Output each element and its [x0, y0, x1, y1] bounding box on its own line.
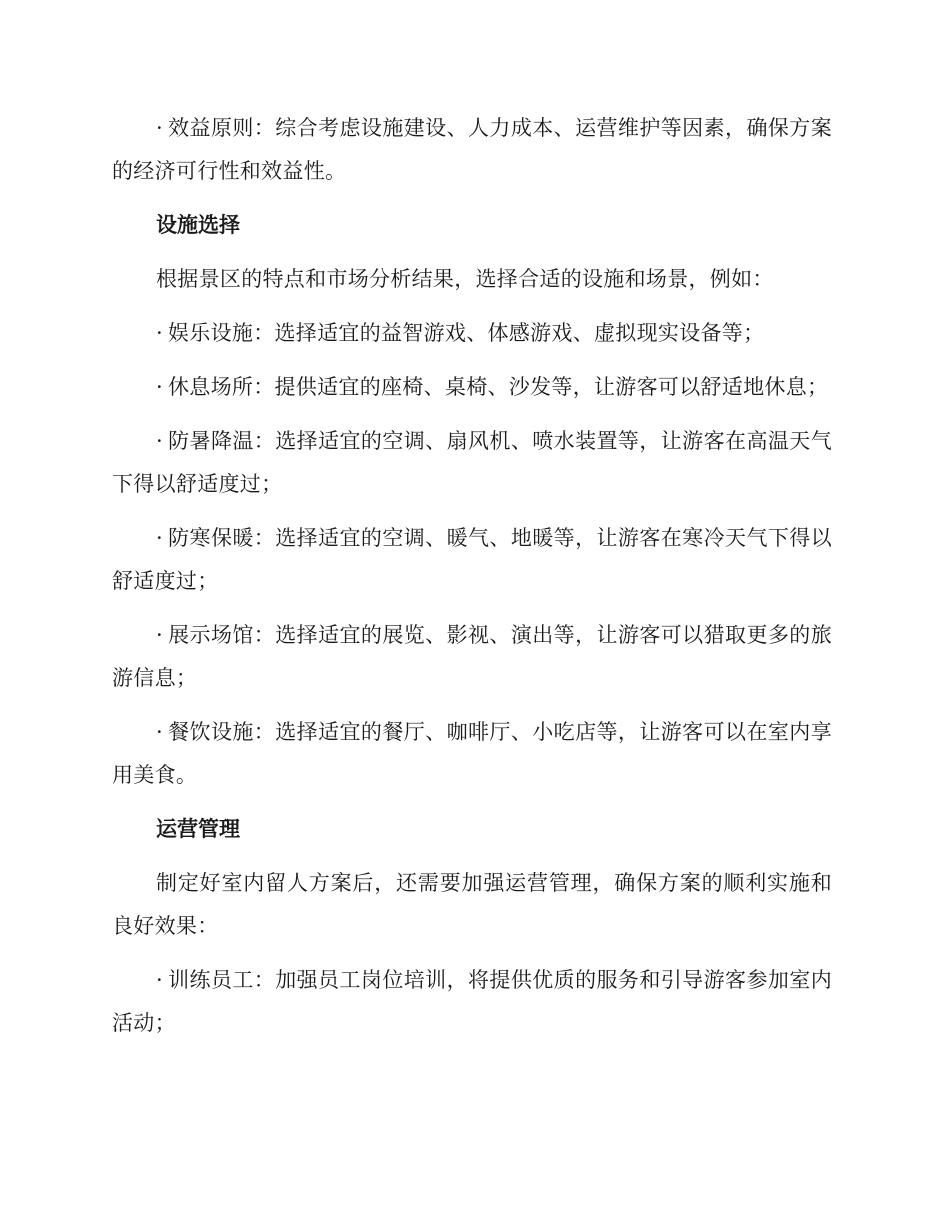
section-heading-facilities: 设施选择	[156, 213, 240, 237]
list-item-text: 休息场所：提供适宜的座椅、桌椅、沙发等，让游客可以舒适地休息；	[168, 375, 829, 399]
bullet-dot: ·	[156, 375, 163, 399]
list-item-staff-training	[112, 959, 832, 1045]
list-item-text: 训练员工：加强员工岗位培训，将提供优质的服务和引导游客参加室内活动；	[112, 968, 832, 1035]
bullet-dot: ·	[156, 321, 163, 345]
paragraph-text: 效益原则：综合考虑设施建设、人力成本、运营维护等因素，确保方案的经济可行性和效益性。	[112, 116, 832, 183]
paragraph-operations-intro: 制定好室内留人方案后，还需要加强运营管理，确保方案的顺利实施和良好效果：	[112, 871, 832, 938]
list-item-dining	[112, 711, 832, 797]
section-heading-operations: 运营管理	[156, 817, 240, 841]
bullet-dot: ·	[156, 623, 163, 647]
bullet-dot: ·	[156, 429, 163, 453]
list-item-text: 娱乐设施：选择适宜的益智游戏、体感游戏、虚拟现实设备等；	[168, 321, 765, 345]
list-item-exhibition	[112, 614, 832, 700]
list-item-entertainment	[112, 312, 832, 355]
paragraph-benefit-principle	[112, 107, 832, 193]
bullet-dot: ·	[156, 720, 163, 744]
list-item-text: 展示场馆：选择适宜的展览、影视、演出等，让游客可以猎取更多的旅游信息；	[112, 623, 832, 690]
bullet-dot: ·	[156, 968, 163, 992]
list-item-heating	[112, 517, 832, 603]
list-item-cooling	[112, 420, 832, 506]
list-item-text: 防暑降温：选择适宜的空调、扇风机、喷水装置等，让游客在高温天气下得以舒适度过；	[112, 429, 832, 496]
bullet-dot: ·	[156, 116, 163, 140]
paragraph-facilities-intro: 根据景区的特点和市场分析结果，选择合适的设施和场景，例如：	[156, 267, 774, 291]
list-item-rest-area	[112, 366, 832, 409]
bullet-dot: ·	[156, 526, 163, 550]
list-item-text: 防寒保暖：选择适宜的空调、暖气、地暖等，让游客在寒冷天气下得以舒适度过；	[112, 526, 832, 593]
document-page	[112, 107, 832, 1056]
list-item-text: 餐饮设施：选择适宜的餐厅、咖啡厅、小吃店等，让游客可以在室内享用美食。	[112, 720, 832, 787]
